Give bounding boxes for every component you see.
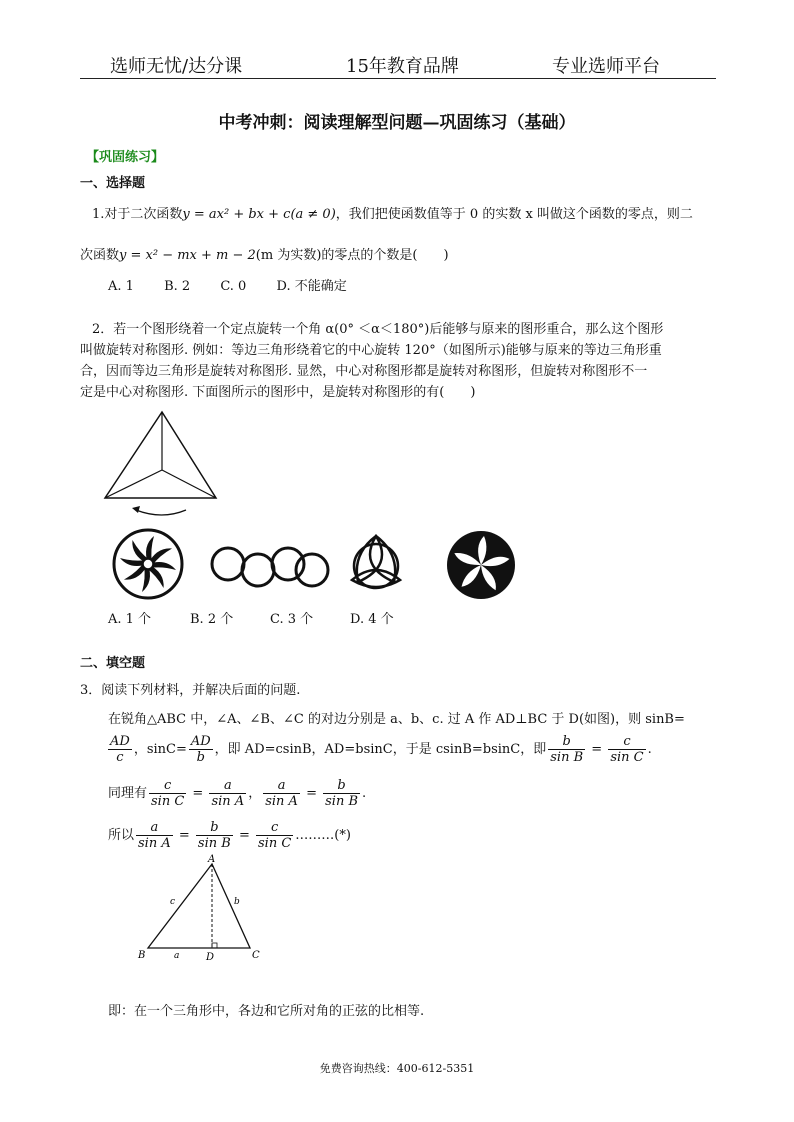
label-d-point: D	[206, 952, 215, 963]
q2-line2: 叫做旋转对称图形. 例如：等边三角形绕着它的中心旋转 120°（如图所示)能够与原来的等边三角形重	[80, 343, 662, 358]
triangle-rotation-figure	[100, 410, 225, 520]
q2-option-b: B. 2 个	[190, 612, 234, 627]
q1-formula2: y = x² − mx + m − 2	[119, 248, 256, 263]
frac-c-sinc: $\frac{c}{\text{sin C}}$	[610, 734, 644, 765]
q3-same: 同理有 $\frac{c}{\text{sin C}}$ = $\frac{a}{\text{sin A}}$ ， $\frac{a}{\text{sin A}}$ = $\frac{b}{\text{sin B}}$ .	[108, 778, 367, 809]
q3-so: 所以 $\frac{a}{\text{sin A}}$ = $\frac{b}{\text{sin B}}$ = $\frac{c}{\text{sin C}}$ ………(*)	[108, 820, 351, 851]
header-left: 选师无忧/达分课	[110, 56, 243, 77]
label-side-c: c	[170, 897, 176, 907]
label-c-vertex: C	[252, 950, 260, 961]
q2-option-c: C. 3 个	[270, 612, 314, 627]
section-fill: 二、填空题	[80, 656, 146, 671]
label-side-b: b	[234, 897, 240, 907]
triquetra-shape	[344, 530, 408, 596]
frac-ad-b: $\frac{AD}{b}$	[190, 734, 211, 765]
q2-line4: 定是中心对称图形. 下面图所示的图形中，是旋转对称图形的有( )	[80, 385, 476, 400]
q1-option-a: A. 1	[108, 279, 134, 294]
frac-b-sinb: $\frac{b}{\text{sin B}}$	[550, 734, 584, 765]
page-title: 中考冲刺：阅读理解型问题—巩固练习（基础）	[218, 113, 576, 133]
header-right: 专业选师平台	[552, 56, 660, 77]
triangle-abc-figure	[134, 852, 264, 964]
section-tag: 【巩固练习】	[86, 150, 165, 165]
q1-formula1: y = ax² + bx + c(a ≠ 0)	[182, 207, 336, 222]
page-footer: 免费咨询热线：400-612-5351	[319, 1062, 475, 1075]
olympic-rings-shape	[208, 540, 332, 592]
q3-conclusion: 即：在一个三角形中，各边和它所对角的正弦的比相等.	[108, 1004, 425, 1019]
q1-option-c: C. 0	[220, 279, 247, 294]
section-choice: 一、选择题	[80, 176, 146, 191]
q2-option-d: D. 4 个	[350, 612, 394, 627]
q3-para1: 在锐角△ABC 中，∠A、∠B、∠C 的对边分别是 a、b、c. 过 A 作 AD⊥BC 于 D(如图)，则 sinB=	[108, 712, 685, 727]
q1-line2: 次函数y = x² − mx + m − 2(m 为实数)的零点的个数是( )	[80, 248, 449, 263]
header-center: 15年教育品牌	[346, 56, 459, 77]
q3-line2: $\frac{AD}{c}$ ，sinC= $\frac{AD}{b}$ ，即 AD=csinB，AD=bsinC，于是 csinB=bsinC，即 $\frac{b}{\text{sin B}}$ = $\frac{c}{\text{sin C}}$ .	[110, 734, 652, 765]
label-a-vertex: A	[208, 854, 216, 865]
q1-option-b: B. 2	[164, 279, 191, 294]
pinwheel-shape	[112, 528, 184, 600]
q3-intro: 3．阅读下列材料，并解决后面的问题.	[80, 683, 301, 698]
label-b-vertex: B	[138, 950, 146, 961]
label-side-a: a	[174, 951, 180, 961]
q2-line1: 2．若一个图形绕着一个定点旋转一个角 α(0° ＜α＜180°)后能够与原来的图形重合，那么这个图形	[92, 322, 664, 337]
page-header	[80, 46, 716, 79]
q1-line1: 1.对于二次函数y = ax² + bx + c(a ≠ 0)，我们把使函数值等于 0 的实数 x 叫做这个函数的零点，则二	[92, 207, 693, 222]
q2-option-a: A. 1 个	[108, 612, 152, 627]
q1-options	[108, 275, 373, 294]
q1-option-d: D. 不能确定	[276, 279, 347, 294]
q2-line3: 合，因而等边三角形是旋转对称图形. 显然，中心对称图形都是旋转对称图形，但旋转对称图形不一	[80, 364, 648, 379]
frac-ad-c: $\frac{AD}{c}$	[110, 734, 130, 765]
bauhinia-shape	[444, 528, 518, 602]
